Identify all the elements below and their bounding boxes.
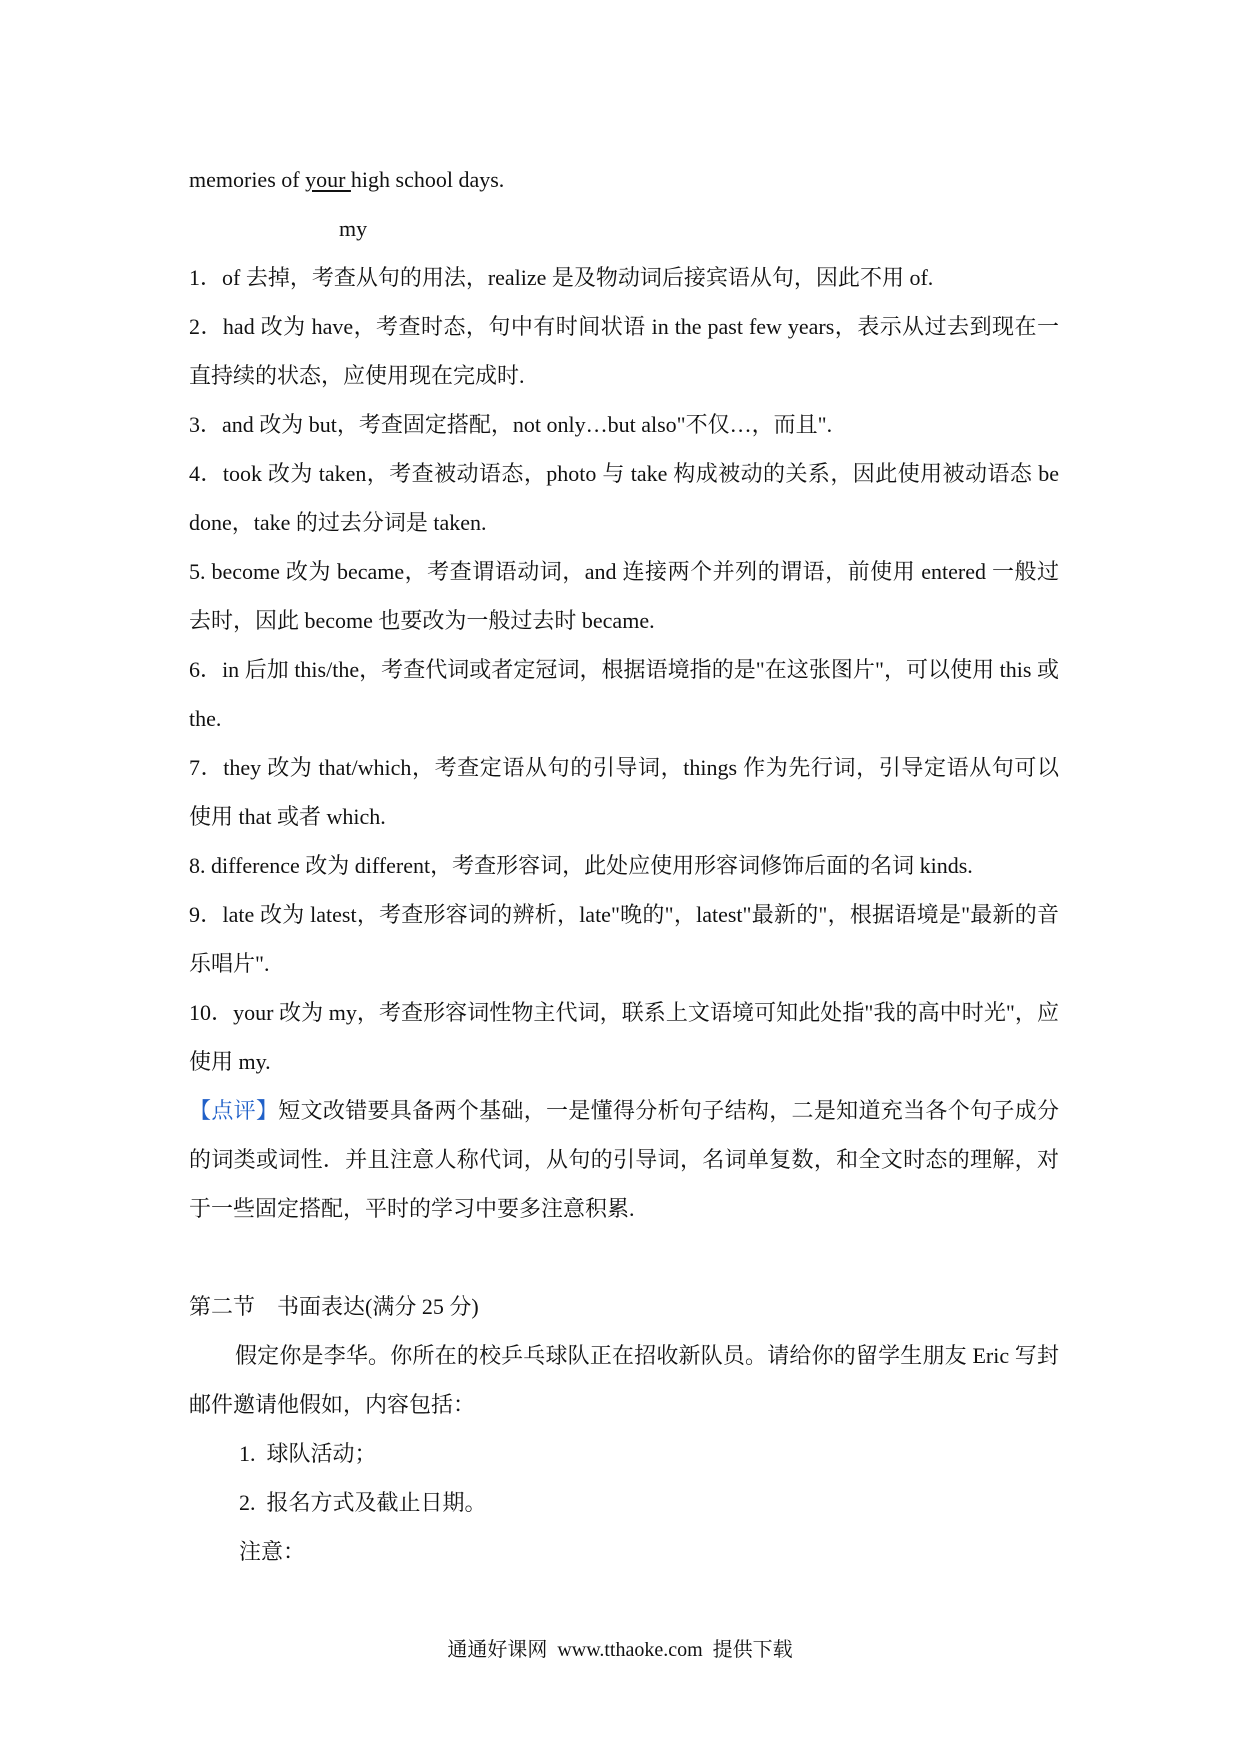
answer-item-1: 1．of 去掉，考查从句的用法，realize 是及物动词后接宾语从句，因此不用 of. bbox=[189, 265, 934, 290]
answer-item-4: 4．took 改为 taken，考查被动语态，photo 与 take 构成被动的关系，因此使用被动语态 be done，take 的过去分词是 taken. bbox=[189, 461, 1059, 535]
passage-text-before: memories of bbox=[189, 167, 306, 192]
passage-text-after: high school days. bbox=[350, 167, 505, 192]
writing-prompt-text: 假定你是李华。你所在的校乒乓球队正在招收新队员。请给你的留学生朋友 Eric 写封邮件邀请他假如，内容包括： bbox=[189, 1343, 1059, 1417]
answer-item-2: 2．had 改为 have，考查时态，句中有时间状语 in the past few years，表示从过去到现在一直持续的状态，应使用现在完成时. bbox=[189, 314, 1059, 388]
section-heading: 第二节 书面表达(满分 25 分) bbox=[189, 1294, 479, 1319]
document-body bbox=[189, 155, 1059, 1576]
answer-item-5: 5. become 改为 became，考查谓语动词，and 连接两个并列的谓语，前使用 entered 一般过去时，因此 become 也要改为一般过去时 became. bbox=[189, 559, 1059, 633]
writing-prompt bbox=[189, 1331, 1059, 1429]
answer-item-3: 3．and 改为 but，考查固定搭配，not only…but also"不仅…，而且". bbox=[189, 412, 833, 437]
page-footer bbox=[0, 1633, 1240, 1662]
answer-item-6: 6．in 后加 this/the，考查代词或者定冠词，根据语境指的是"在这张图片"，可以使用 this 或 the. bbox=[189, 657, 1059, 731]
prompt-item-2: 2. 报名方式及截止日期。 bbox=[239, 1490, 487, 1515]
answer-item-9: 9．late 改为 latest，考查形容词的辨析，late"晚的"，latest"最新的"，根据语境是"最新的音乐唱片". bbox=[189, 902, 1059, 976]
notice-label: 注意： bbox=[239, 1539, 306, 1564]
answer-item-8: 8. difference 改为 different，考查形容词，此处应使用形容词修饰后面的名词 kinds. bbox=[189, 853, 973, 878]
section-spacer bbox=[189, 1233, 1059, 1282]
comment-paragraph bbox=[189, 1086, 1059, 1233]
footer-text: 通通好课网 www.tthaoke.com 提供下载 bbox=[447, 1639, 793, 1661]
comment-text: 短文改错要具备两个基础，一是懂得分析句子结构，二是知道充当各个句子成分的词类或词性．并且注意人称代词，从句的引导词，名词单复数，和全文时态的理解，对于一些固定搭配，平时的学习中要多注意积累. bbox=[189, 1098, 1059, 1221]
comment-label: 【点评】 bbox=[189, 1098, 279, 1123]
prompt-item-1: 1. 球队活动； bbox=[239, 1441, 377, 1466]
answer-item-10: 10．your 改为 my，考查形容词性物主代词，联系上文语境可知此处指"我的高中时光"，应使用 my. bbox=[189, 1000, 1059, 1074]
underlined-error-word: your bbox=[305, 167, 351, 192]
passage-last-line bbox=[189, 155, 1059, 204]
correction-word: my bbox=[339, 216, 368, 241]
answer-item-7: 7．they 改为 that/which，考查定语从句的引导词，things 作为先行词，引导定语从句可以使用 that 或者 which. bbox=[189, 755, 1059, 829]
